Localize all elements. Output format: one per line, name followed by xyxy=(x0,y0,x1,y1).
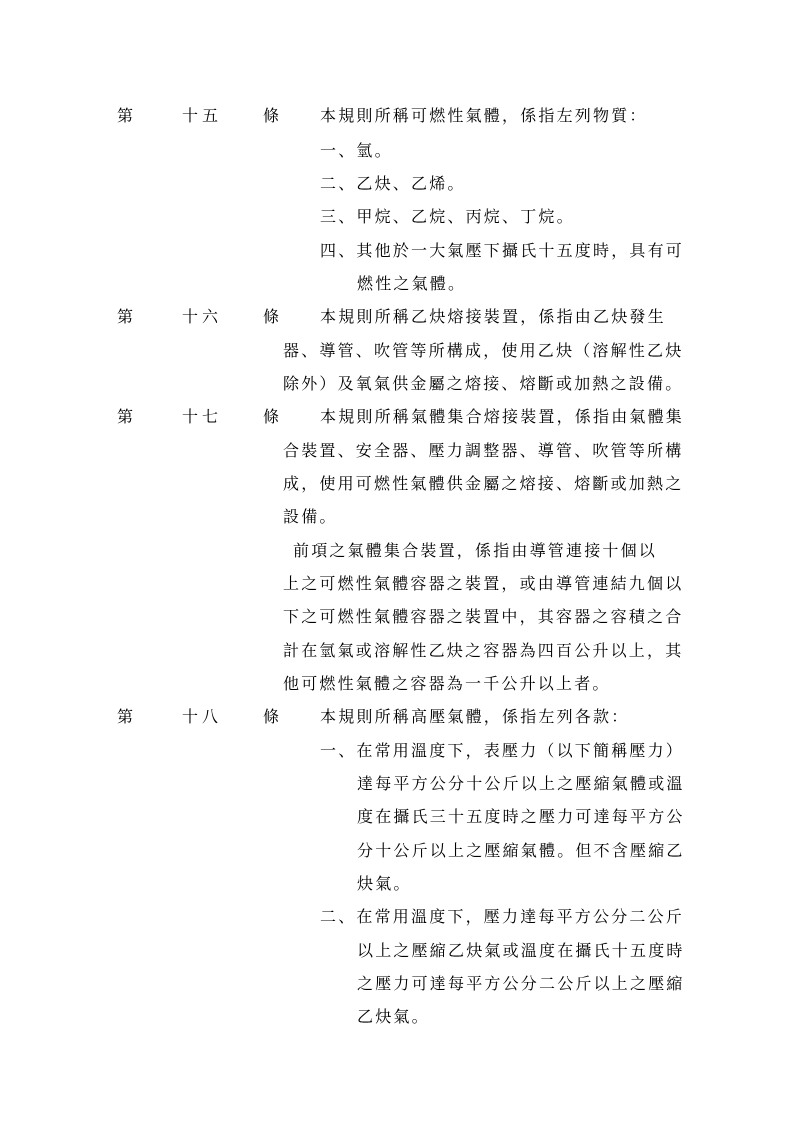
paragraph-text-line: 他可燃性氣體之容器為一千公升以上者。 xyxy=(283,674,611,693)
list-item: 一、氫。 xyxy=(320,141,393,160)
article-text-line: 本規則所稱乙炔熔接裝置，係指由乙炔發生 xyxy=(320,307,666,326)
article-label-di: 第 xyxy=(117,106,134,125)
list-item-continuation: 燃性之氣體。 xyxy=(357,274,467,293)
list-item: 二、乙炔、乙烯。 xyxy=(320,174,466,193)
list-item: 四、其他於一大氣壓下攝氏十五度時，具有可 xyxy=(320,241,685,260)
paragraph-text-line: 計在氫氣或溶解性乙炔之容器為四百公升以上，其 xyxy=(283,641,684,660)
article-label-di: 第 xyxy=(117,307,134,326)
list-item-continuation: 分十公斤以上之壓縮氣體。但不含壓縮乙 xyxy=(357,841,685,860)
article-text-line: 本規則所稱高壓氣體，係指左列各款： xyxy=(320,707,630,726)
article-label-di: 第 xyxy=(117,707,134,726)
article-text-line: 本規則所稱可燃性氣體，係指左列物質： xyxy=(320,106,648,125)
paragraph-text-line: 上之可燃性氣體容器之裝置，或由導管連結九個以 xyxy=(283,574,684,593)
article-text-line: 成，使用可燃性氣體供金屬之熔接、熔斷或加熱之 xyxy=(283,474,684,493)
list-item-continuation: 炔氣。 xyxy=(357,874,412,893)
list-item-continuation: 度在攝氏三十五度時之壓力可達每平方公 xyxy=(357,807,685,826)
list-item-continuation: 乙炔氣。 xyxy=(357,1007,430,1026)
article-number: 十五 xyxy=(182,106,223,125)
list-item-continuation: 以上之壓縮乙炔氣或溫度在攝氏十五度時 xyxy=(357,941,685,960)
article-text-line: 合裝置、安全器、壓力調整器、導管、吹管等所構 xyxy=(283,441,684,460)
article-number: 十七 xyxy=(182,407,223,426)
article-number: 十八 xyxy=(182,707,223,726)
article-label-tiao: 條 xyxy=(263,307,280,326)
article-text-line: 本規則所稱氣體集合熔接裝置，係指由氣體集 xyxy=(320,407,685,426)
article-label-di: 第 xyxy=(117,407,134,426)
article-label-tiao: 條 xyxy=(263,407,280,426)
article-text-line: 除外）及氧氣供金屬之熔接、熔斷或加熱之設備。 xyxy=(283,374,684,393)
article-label-tiao: 條 xyxy=(263,106,280,125)
article-number: 十六 xyxy=(182,307,223,326)
list-item-continuation: 達每平方公分十公斤以上之壓縮氣體或溫 xyxy=(357,774,685,793)
list-item: 三、甲烷、乙烷、丙烷、丁烷。 xyxy=(320,207,575,226)
list-item: 二、在常用溫度下，壓力達每平方公分二公斤 xyxy=(320,907,685,926)
paragraph-text-line: 前項之氣體集合裝置，係指由導管連接十個以 xyxy=(293,541,658,560)
article-label-tiao: 條 xyxy=(263,707,280,726)
list-item-continuation: 之壓力可達每平方公分二公斤以上之壓縮 xyxy=(357,974,685,993)
paragraph-text-line: 下之可燃性氣體容器之裝置中，其容器之容積之合 xyxy=(283,607,684,626)
list-item: 一、在常用溫度下，表壓力（以下簡稱壓力） xyxy=(320,741,685,760)
article-text-line: 器、導管、吹管等所構成，使用乙炔（溶解性乙炔 xyxy=(283,341,684,360)
article-text-line: 設備。 xyxy=(283,507,338,526)
